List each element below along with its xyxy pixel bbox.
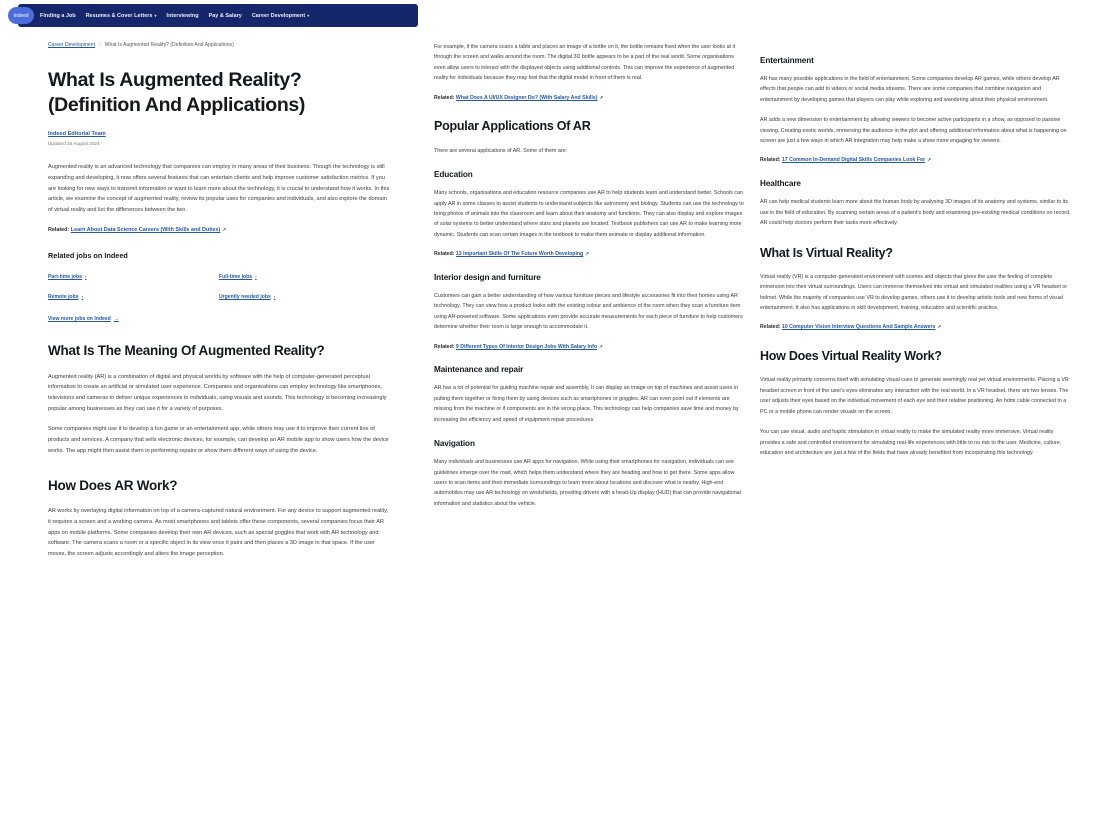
related-link[interactable]: What Does A UI/UX Designer Do? (With Salary And Skills)	[455, 94, 598, 101]
related-label: Related:	[760, 324, 781, 331]
job-link-label: Full-time jobs	[219, 273, 253, 280]
related-label: Related:	[434, 94, 455, 101]
section-heading-meaning: What Is The Meaning Of Augmented Reality?	[48, 342, 325, 358]
related-label: Related:	[48, 226, 70, 233]
page-title: What Is Augmented Reality? (Definition And Applications)	[48, 69, 306, 116]
column-two	[420, 42, 760, 825]
related-link-row	[760, 156, 1074, 165]
nav-item-label: Pay & Salary	[208, 12, 242, 19]
breadcrumb	[48, 42, 390, 48]
article-columns	[0, 42, 1100, 825]
chevron-right-icon: ›	[81, 293, 84, 299]
applications-intro: There are several applications of AR. Some of them are:	[434, 147, 568, 154]
job-link-label: Part-time jobs	[48, 273, 82, 280]
nav-item-label: Finding a Job	[40, 12, 76, 19]
related-link[interactable]: 9 Different Types Of Interior Design Jobs With Salary Info	[455, 343, 598, 350]
related-link[interactable]: 10 Computer Vision Interview Questions And Sample Answers	[781, 324, 936, 331]
section-heading-how-vr-works: How Does Virtual Reality Work?	[760, 349, 942, 364]
related-label: Related:	[434, 251, 455, 258]
indeed-logo[interactable]: indeed	[8, 7, 34, 24]
chevron-down-icon: ▾	[154, 12, 157, 18]
job-link-urgently-needed[interactable]	[219, 294, 390, 300]
chevron-down-icon: ▾	[307, 12, 310, 18]
nav-item-label: Resumes & Cover Letters	[85, 12, 153, 19]
related-link-row	[760, 323, 1074, 332]
nav-item-interviewing[interactable]	[167, 13, 199, 19]
column-one	[0, 42, 420, 825]
job-link-full-time[interactable]	[219, 274, 390, 280]
related-link-row	[48, 226, 390, 235]
related-link[interactable]: 13 Important Skills Of The Future Worth Developing	[455, 251, 584, 258]
how-ar-works-paragraph-1: AR works by overlaying digital information on top of a camera-captured natural environment. For any device to support augmented reality, it requires a screen and a working camera. As most smartphones and tablets offer these components, several companies focus their AR apps on mobile platforms. Some companies develop their own AR devices, such as special goggles that work with AR technology and software. The camera scans a room or a specific object in its view once it pairs and then places a 3D image in that space. If the user moves, the screen adjusts accordingly and alters the image perception.	[48, 508, 389, 558]
subsection-heading-navigation: Navigation	[434, 439, 475, 449]
maintenance-body: AR has a lot of potential for guiding machine repair and assembly. It can display an image on top of machines and assist users in putting them together or fixing them by using devices such as smartphones or goggles. AR can even point out if elements are missing from the machine or if components are in the wrong place. This technology can help companies save time and money by increasing the efficiency and speed of equipment repair procedures.	[434, 385, 739, 423]
meaning-paragraph-2: Some companies might use it to develop a fun game or an entertainment app, while others may use it to improve their current line of products and services. A company that sells electronic devices, for example, can develop an AR mobile app to show users how the device works. The app might then assist them in performing repairs or show them different ways of using the device.	[48, 426, 389, 454]
entertainment-paragraph-1: AR has many possible applications in the field of entertainment. Some companies develop AR games, while others develop AR effects that people can add to videos or social media streams. There are some companies that combine navigation and entertainment by developing games that players can play while exploring and wandering about their physical environment.	[760, 76, 1060, 103]
view-more-jobs-link[interactable]	[48, 316, 390, 322]
external-link-icon: ↗	[927, 157, 932, 163]
job-link-label: Remote jobs	[48, 293, 79, 300]
nav-item-label: Career Development	[251, 12, 306, 19]
subsection-heading-healthcare: Healthcare	[760, 179, 801, 189]
nav-item-label: Interviewing	[166, 12, 199, 19]
how-ar-works-paragraph-2: For example, if the camera scans a table and places an image of a bottle on it, the bottle remains fixed when the user looks at it through the screen and walks around the room. The digital 3D bottle appears to be a part of the real world. Some organisations even allow users to interact with the displayed objects using additional controls. This can improve the experience of augmented reality for individuals because they may feel that the digital model in front of them is real.	[434, 44, 736, 82]
breadcrumb-current: What Is Augmented Reality? (Definition And Applications)	[104, 42, 234, 48]
job-link-remote[interactable]	[48, 294, 219, 300]
subsection-heading-education: Education	[434, 170, 473, 180]
entertainment-paragraph-2: AR adds a new dimension to entertainment by allowing viewers to become active participants in a show, as opposed to passive viewing. Creating exotic worlds, immersing the audience in the plot and offering additional information about what is happening on screen are just a few ways in which AR integration may help make a show more engaging for viewers.	[760, 117, 1067, 145]
external-link-icon: ↗	[937, 324, 942, 330]
meaning-paragraph-1: Augmented reality (AR) is a combination of digital and physical worlds by software with the help of computer-generated perceptual information to create an artificial or simulated user experience. Companies and organisations can employ technology like smartphones, televisions and cameras to deliver unique experiences to individuals, using visuals and sounds. This technology is becoming increasingly popular among businesses as they can use it for a variety of purposes.	[48, 373, 387, 412]
chevron-right-icon: ›	[255, 273, 257, 279]
updated-date: Updated 16 August 2024	[48, 141, 100, 147]
related-jobs-grid	[48, 274, 390, 300]
nav-item-pay-salary[interactable]	[209, 13, 242, 19]
education-body: Many schools, organisations and education resource companies use AR to help students learn and understand better. Schools can apply AR in some classes to assist students to understand subjects like astronomy and biology. Students can use the technology to bring photos of animals into the classroom and learn about their anatomy and functions. They can also display and explore images of solar systems to better understand where stars and planets are located. Textbook publishers can use AR to make learning more dynamic. Students can scan certain images in the textbook to make them animate or display additional information.	[434, 190, 744, 238]
arrow-right-icon: →	[113, 315, 119, 322]
job-link-label: Urgently needed jobs	[219, 293, 271, 300]
chevron-right-icon: ›	[273, 293, 276, 299]
nav-item-resumes-cover-letters[interactable]	[86, 13, 157, 19]
related-label: Related:	[760, 157, 781, 164]
top-navigation-bar	[13, 4, 418, 27]
section-heading-how-ar-works: How Does AR Work?	[48, 477, 178, 493]
view-more-jobs-label: View more jobs on Indeed	[48, 315, 111, 322]
section-heading-applications: Popular Applications Of AR	[434, 119, 591, 134]
job-link-part-time[interactable]	[48, 274, 219, 280]
column-three	[760, 42, 1100, 825]
related-link-row	[434, 343, 746, 352]
subsection-heading-maintenance: Maintenance and repair	[434, 365, 524, 375]
interior-design-body: Customers can gain a better understanding of how various furniture pieces and lifestyle accessories fit into their homes using AR technology. They can view how a product looks with the existing colour and ambience of the room when they scan a furniture item using AR-powered software. Some applications even provide accurate measurements for each piece of furniture to help customers determine whether their room is large enough to accommodate it.	[434, 293, 743, 331]
related-link[interactable]: 17 Common In-Demand Digital Skills Companies Look For	[781, 157, 926, 164]
section-heading-what-is-vr: What Is Virtual Reality?	[760, 245, 893, 260]
related-link-row	[434, 94, 746, 103]
related-jobs-card	[48, 251, 390, 322]
external-link-icon: ↗	[599, 94, 604, 100]
external-link-icon: ↗	[222, 226, 227, 232]
healthcare-body: AR can help medical students learn more about the human body by analysing 3D images of its anatomy and systems, similar to its use in the field of education. By scanning certain areas of a patient's body and examining pre-existing medical conditions on record, AR could help doctors perform their tasks more effectively.	[760, 199, 1071, 227]
intro-paragraph: Augmented reality is an advanced technology that companies can employ in many areas of their business. Though the technology is still expanding and developing, it now offers several features that can entertain clients and help improve customer satisfaction metrics. If you are looking for new ways to transmit information or want to learn more about the technology, it is crucial to understand how it works. In this article, we examine the concept of augmented reality, review its popular uses for companies and individuals, and also explore the domain of virtual reality and list the differences between the two.	[48, 164, 390, 214]
what-is-vr-body: Virtual reality (VR) is a computer-generated environment with scenes and objects that gives the user the feeling of complete immersion into their virtual surroundings. Users can immerse themselves into virtual and simulated realities using a VR headset or helmet. While the majority of companies use VR to develop games, others use it to develop artistic tools and new forms of visual entertainment. It also has applications in skill development, training, education and scientific practice.	[760, 273, 1068, 311]
related-jobs-title: Related jobs on Indeed	[48, 250, 128, 260]
external-link-icon: ↗	[599, 343, 603, 349]
breadcrumb-separator-icon: ›	[99, 42, 101, 48]
chevron-right-icon: ›	[84, 273, 87, 279]
nav-item-finding-a-job[interactable]	[40, 13, 76, 19]
navigation-body: Many individuals and businesses use AR apps for navigation. While using their smartphones for navigation, individuals can see guidelines emerge over the road, which helps them understand where they are heading and how to get there. Some apps allow users to scan items and their immediate surroundings to learn more about locations and discover what is nearby. High-end automobiles may use AR technology on windshields, providing drivers with a head-Up display (HUD) that can provide navigational information and statistics about the vehicle.	[434, 459, 741, 507]
author-link[interactable]: Indeed Editorial Team	[48, 131, 106, 138]
how-vr-works-paragraph-2: You can use visual, audio and haptic stimulation in virtual reality to make the simulated reality more immersive. Virtual reality provides a safe and controlled environment for simulating real-life experiences with little to no risk to the user. Medicine, culture, education and architecture are just a few of the fields that have already benefited from incorporating this technology.	[760, 429, 1062, 456]
related-link[interactable]: Learn About Data Science Careers (With Skills and Duties)	[70, 226, 221, 233]
breadcrumb-link-career-development[interactable]: Career Development	[48, 42, 95, 48]
external-link-icon: ↗	[585, 251, 590, 257]
how-vr-works-paragraph-1: Virtual reality primarily concerns itself with simulating visual cues to generate seemingly real yet virtual environments. Placing a VR headset screen in front of the user's eyes eliminates any interaction with the real world. In a VR headset, there are two lenses. The user adjusts their eyes based on the individual movement of each eye and their relative positioning. An hdmi cable connected to a PC or a mobile phone can render visuals on the screen.	[760, 377, 1069, 415]
subsection-heading-interior-design: Interior design and furniture	[434, 273, 541, 282]
subsection-heading-entertainment: Entertainment	[760, 56, 814, 65]
nav-item-career-development[interactable]	[252, 13, 309, 19]
related-label: Related:	[434, 343, 455, 350]
related-link-row	[434, 250, 746, 259]
